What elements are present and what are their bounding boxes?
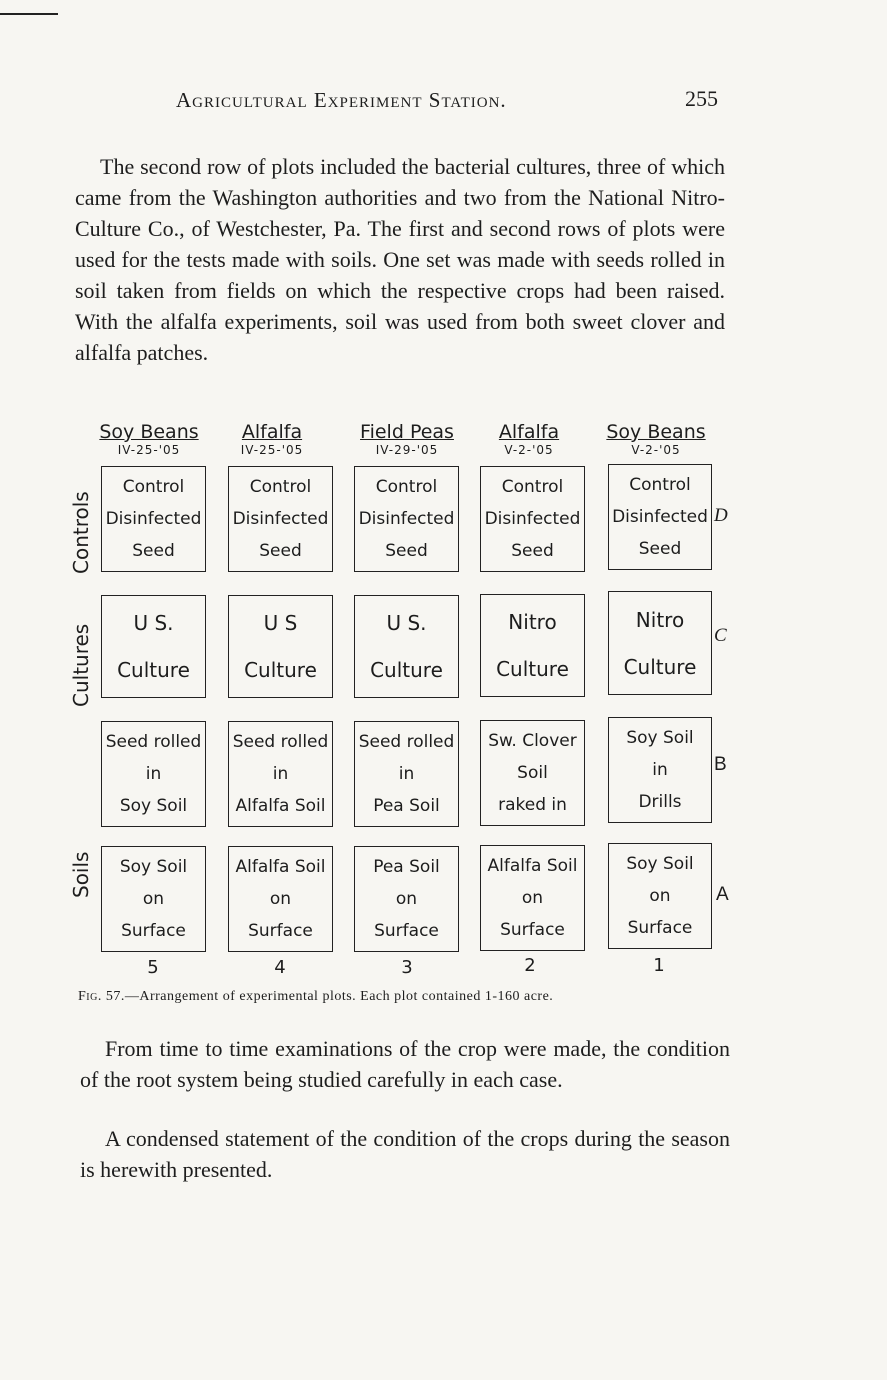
plot-line: Alfalfa Soil — [487, 856, 578, 876]
plot-line: on — [521, 888, 544, 908]
column-date: V-2-'05 — [631, 443, 681, 457]
plot-line: Seed — [132, 541, 175, 561]
plot-line: Surface — [121, 921, 186, 941]
column-crop: Alfalfa — [241, 421, 303, 443]
column-date: IV-25-'05 — [117, 443, 181, 457]
plot-line: Culture — [496, 656, 569, 681]
plot-D1 — [608, 464, 712, 570]
plot-line: Soy Soil — [626, 854, 694, 874]
column-header — [84, 421, 214, 457]
column-date: V-2-'05 — [504, 443, 554, 457]
column-crop: Soy Beans — [99, 421, 199, 443]
plot-line: Seed rolled — [232, 732, 329, 752]
plot-line: Soy Soil — [626, 728, 694, 748]
plot-line: Disinfected — [484, 509, 581, 529]
plot-line: in — [398, 764, 415, 784]
plot-B3 — [354, 721, 459, 827]
plot-line: Surface — [248, 921, 313, 941]
plot-A3 — [354, 846, 459, 952]
plot-line: U S. — [386, 611, 427, 636]
column-crop: Soy Beans — [606, 421, 706, 443]
plot-line: Alfalfa Soil — [235, 857, 326, 877]
plot-D4 — [228, 466, 333, 572]
plot-line: Disinfected — [612, 507, 708, 527]
plot-C2 — [480, 594, 585, 697]
plot-line: Disinfected — [232, 509, 329, 529]
plot-C4 — [228, 595, 333, 698]
plot-line: Culture — [117, 657, 190, 682]
row-letter-B: B — [714, 754, 727, 775]
plot-line: Seed rolled — [358, 732, 455, 752]
plot-D5 — [101, 466, 206, 572]
plot-line: on — [269, 889, 292, 909]
plot-line: in — [145, 764, 162, 784]
paragraph-examinations: From time to time examinations of the crop were made, the condition of the root system being studied carefully in each case. — [80, 1036, 730, 1092]
column-date: IV-29-'05 — [375, 443, 439, 457]
figure-caption — [78, 989, 553, 1005]
plot-line: Seed — [511, 541, 554, 561]
plot-D2 — [480, 466, 585, 572]
column-number: 1 — [653, 955, 665, 976]
column-header — [464, 421, 594, 457]
plot-line: Soil — [517, 763, 548, 783]
plot-line: Nitro — [508, 610, 557, 635]
running-title: Agricultural Experiment Station. — [176, 88, 507, 112]
plot-D3 — [354, 466, 459, 572]
plot-B5 — [101, 721, 206, 827]
page-number: 255 — [685, 86, 718, 111]
plot-line: Seed — [638, 539, 682, 559]
plot-line: Control — [375, 477, 438, 497]
row-label-cultures: Cultures — [69, 623, 93, 707]
plot-line: Pea Soil — [373, 796, 440, 816]
plot-line: Soy Soil — [119, 796, 188, 816]
column-number: 5 — [147, 957, 159, 978]
plot-line: on — [142, 889, 165, 909]
figure-caption-label: Fig. 57. — [78, 989, 125, 1004]
column-header — [342, 421, 472, 457]
row-label-soils: Soils — [69, 851, 93, 898]
row-label-controls: Controls — [69, 491, 93, 574]
plot-A4 — [228, 846, 333, 952]
plot-line: Seed rolled — [105, 732, 202, 752]
row-letter-D: D — [714, 505, 728, 526]
plot-line: Surface — [627, 918, 693, 938]
plot-line: raked in — [498, 795, 567, 815]
plot-line: Seed — [259, 541, 302, 561]
plot-A5 — [101, 846, 206, 952]
plot-line: Control — [501, 477, 564, 497]
column-number: 4 — [274, 957, 286, 978]
paragraph-condensed-statement: A condensed statement of the condition of the crops during the season is herewith presented. — [80, 1126, 730, 1182]
plot-line: Nitro — [635, 607, 685, 632]
top-rule — [0, 13, 58, 15]
column-date: IV-25-'05 — [240, 443, 304, 457]
plot-line: Soy Soil — [119, 857, 188, 877]
figure-caption-text: —Arrangement of experimental plots. Each plot contained 1-160 acre. — [124, 989, 554, 1004]
plot-B2 — [480, 720, 585, 826]
running-head — [0, 88, 887, 118]
plot-line: Control — [629, 475, 691, 495]
plot-line: Culture — [370, 657, 443, 682]
paragraph-bacterial-cultures: The second row of plots included the bacterial cultures, three of which came from the Washington authorities and two from the National Nitro-Culture Co., of Westchester, Pa. The first and second rows of plots were used for the tests made with soils. One set was made with seeds rolled in soil taken from fields on which the respective crops had been raised. With the alfalfa experiments, soil was used from both sweet clover and alfalfa patches. — [75, 154, 725, 365]
plot-line: U S. — [133, 611, 174, 636]
plot-line: on — [649, 886, 671, 906]
column-number: 3 — [401, 957, 413, 978]
plot-line: Culture — [623, 654, 697, 679]
plot-line: Culture — [244, 657, 317, 682]
column-header — [591, 421, 721, 457]
plot-line: on — [395, 889, 418, 909]
plot-C5 — [101, 595, 206, 698]
column-crop: Alfalfa — [498, 421, 560, 443]
plot-C3 — [354, 595, 459, 698]
plot-line: U S — [263, 611, 298, 636]
plot-line: Drills — [638, 792, 682, 812]
plot-line: in — [272, 764, 289, 784]
plot-A2 — [480, 845, 585, 951]
row-letter-A: A — [716, 884, 729, 905]
plot-line: Control — [249, 477, 312, 497]
column-header — [207, 421, 337, 457]
plot-line: Seed — [385, 541, 428, 561]
plot-line: Control — [122, 477, 185, 497]
plot-C1 — [608, 591, 712, 695]
plot-line: in — [652, 760, 668, 780]
plot-line: Disinfected — [358, 509, 455, 529]
row-letter-C: C — [714, 625, 727, 646]
plot-B4 — [228, 721, 333, 827]
plot-A1 — [608, 843, 712, 949]
plot-line: Alfalfa Soil — [235, 796, 326, 816]
plot-line: Sw. Clover — [488, 731, 577, 751]
plot-line: Surface — [500, 920, 565, 940]
plot-line: Pea Soil — [373, 857, 440, 877]
column-number: 2 — [524, 955, 536, 976]
plot-line: Surface — [374, 921, 439, 941]
plot-B1 — [608, 717, 712, 823]
column-crop: Field Peas — [360, 421, 454, 443]
plot-line: Disinfected — [105, 509, 202, 529]
